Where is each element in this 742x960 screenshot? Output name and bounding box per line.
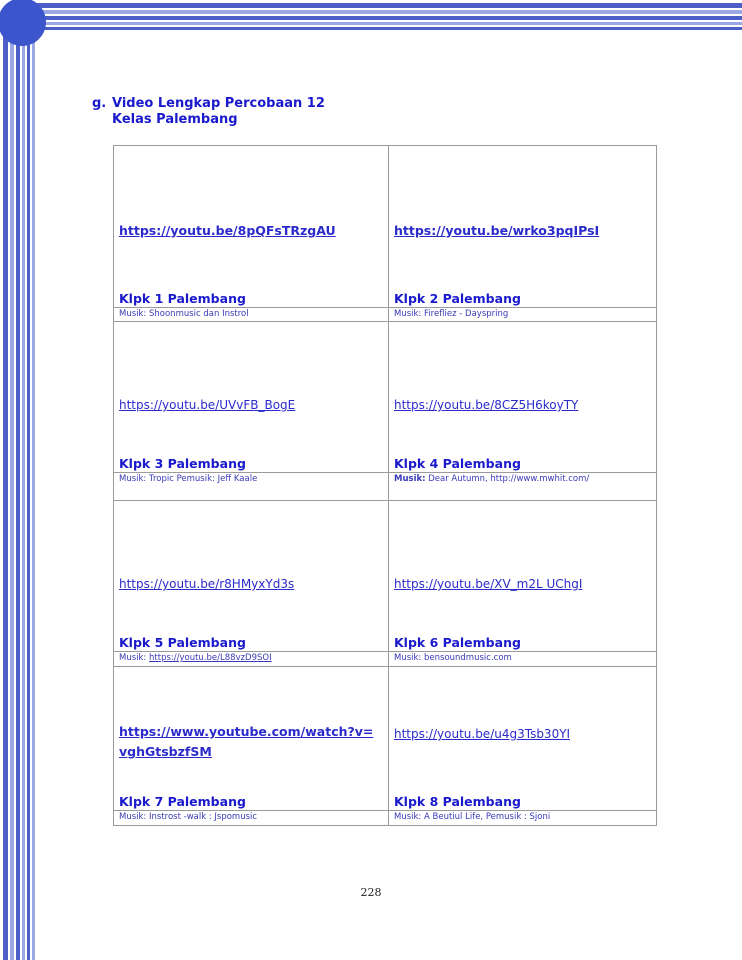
music-credit-3: Musik: Tropic Pemusik: Jeff Kaale [119,474,258,484]
video-link-2[interactable]: https://youtu.be/wrko3pqIPsI [394,223,600,238]
music-credit-6: Musik: bensoundmusic.com [394,653,512,663]
music-row [114,308,657,322]
group-title-6: Klpk 6 Palembang [394,635,521,650]
video-row [114,322,657,473]
video-row [114,501,657,652]
music-row [114,811,657,826]
section-letter: g. [92,96,107,111]
video-link-7[interactable]: https://www.youtube.com/watch?v= vghGtsbzfSM [119,724,374,759]
page-number: 228 [360,886,382,899]
video-link-5[interactable]: https://youtu.be/r8HMyxYd3s [119,577,295,591]
group-title-8: Klpk 8 Palembang [394,794,521,809]
group-title-2: Klpk 2 Palembang [394,291,521,306]
group-title-4: Klpk 4 Palembang [394,456,521,471]
video-cell [114,146,389,308]
top-border-bars [0,0,742,36]
music-link[interactable]: https://youtu.be/L88vzD9SOI [149,653,272,663]
group-title-3: Klpk 3 Palembang [119,456,246,471]
music-row [114,652,657,667]
video-table [113,145,657,826]
section-heading [92,96,325,128]
group-title-1: Klpk 1 Palembang [119,291,246,306]
video-row [114,146,657,308]
video-row [114,667,657,811]
section-subtitle: Kelas Palembang [112,112,238,127]
video-cell [389,146,657,308]
video-link-3[interactable]: https://youtu.be/UVvFB_BogE [119,398,296,412]
section-title: Video Lengkap Percobaan 12 [112,96,325,111]
group-title-7: Klpk 7 Palembang [119,794,246,809]
video-link-4[interactable]: https://youtu.be/8CZ5H6koyTY [394,398,579,412]
music-credit-5: Musik: https://youtu.be/L88vzD9SOI [119,653,272,663]
music-credit-2: Musik: Firefliez - Dayspring [394,309,509,319]
left-border-bars [0,0,48,960]
music-credit-1: Musik: Shoonmusic dan Instrol [119,309,249,319]
video-link-8[interactable]: https://youtu.be/u4g3Tsb30YI [394,727,571,741]
music-label: Musik: [394,474,426,484]
music-credit-7: Musik: Instrost -walk : Jspomusic [119,812,258,822]
group-title-5: Klpk 5 Palembang [119,635,246,650]
music-credit-4: Musik: Dear Autumn, http://www.mwhit.com/ [394,474,590,484]
video-link-6[interactable]: https://youtu.be/XV_m2L UChgI [394,577,583,591]
music-row [114,473,657,501]
video-link-1[interactable]: https://youtu.be/8pQFsTRzgAU [119,223,336,238]
music-credit-8: Musik: A Beutiul Life, Pemusik : Sjoni [394,812,551,822]
